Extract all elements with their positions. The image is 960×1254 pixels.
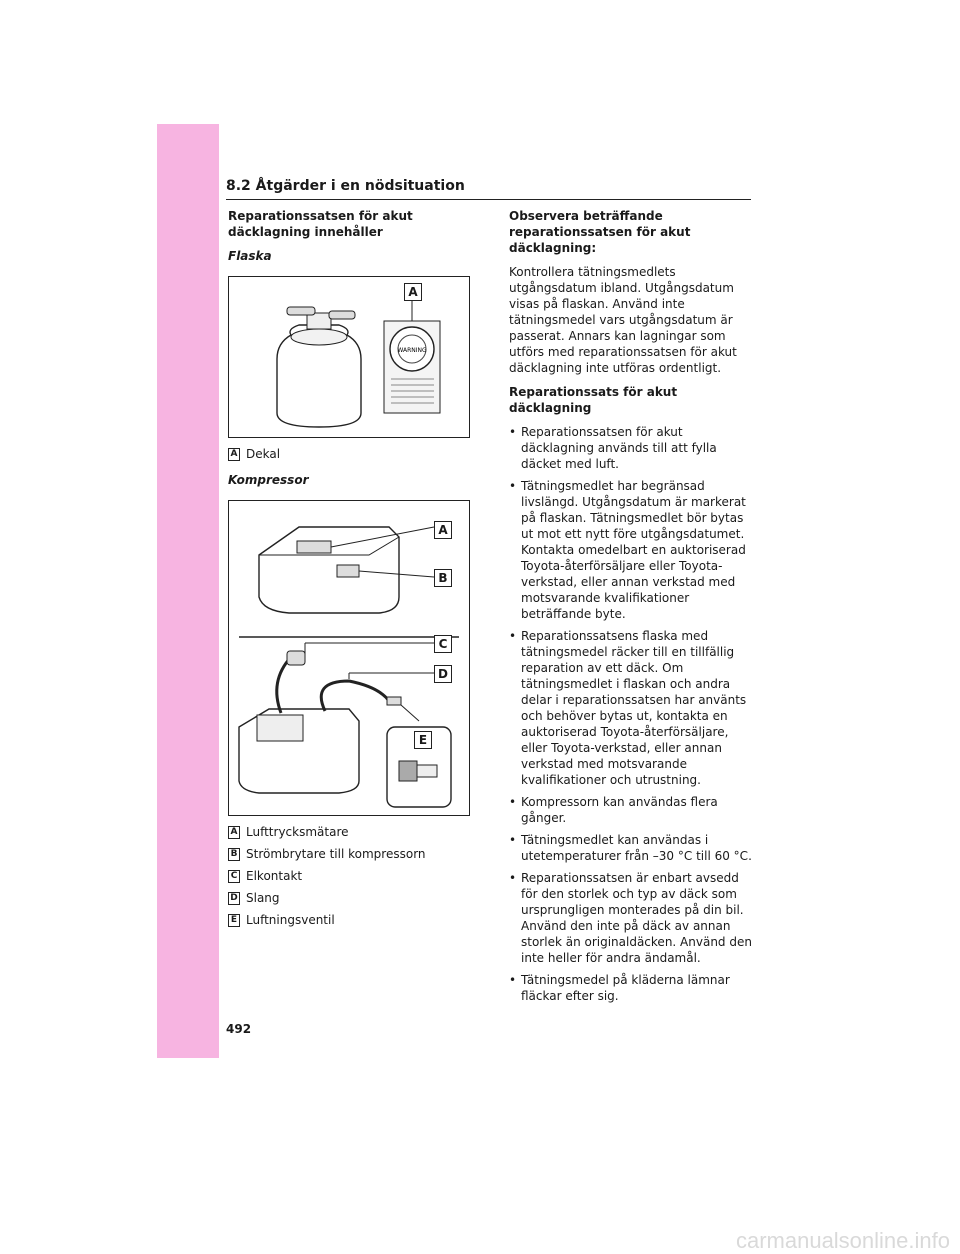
compressor-legend-item bbox=[228, 868, 473, 884]
compressor-drawing bbox=[229, 501, 469, 815]
compressor-callout-d: D bbox=[434, 665, 452, 683]
legend-tag: B bbox=[228, 848, 240, 861]
list-item: • Reparationssatsen för akut däcklagning används till att fylla däcket med luft. bbox=[509, 424, 754, 472]
compressor-callout-c: C bbox=[434, 635, 452, 653]
list-item: • Tätningsmedlet kan användas i utetemperaturer från –30 °C till 60 °C. bbox=[509, 832, 754, 864]
compressor-legend-item bbox=[228, 824, 473, 840]
bottle-illustration bbox=[228, 276, 470, 438]
section-title: 8.2 Åtgärder i en nödsituation bbox=[226, 178, 465, 194]
legend-tag: A bbox=[228, 826, 240, 839]
list-item: • Tätningsmedlet har begränsad livslängd. Utgångsdatum är markerat på flaskan. Tätningsmedlet bör bytas ut mot ett nytt före utgångsdatumet. Kontakta omedelbart en auktoriserad Toyota-återförsäljare eller Toyota-verkstad, eller annan verkstad med motsvarande kvalifikationer beträffande byte. bbox=[509, 478, 754, 622]
legend-tag: A bbox=[228, 448, 240, 461]
bottle-legend-item bbox=[228, 446, 473, 462]
legend-tag: D bbox=[228, 892, 240, 905]
compressor-illustration bbox=[228, 500, 470, 816]
compressor-callout-a: A bbox=[434, 521, 452, 539]
list-item: • Reparationssatsens flaska med tätningsmedel räcker till en tillfällig reparation av ett däck. Om tätningsmedlet i flaskan och andra delar i reparationssatsen har använts och behöver bytas ut, kontakta en auktoriserad Toyota-återförsäljare, eller Toyota-verkstad, eller annan verkstad med motsvarande kvalifikationer och utrustning. bbox=[509, 628, 754, 788]
kit-contents-heading: Reparationssatsen för akut däcklagning innehåller bbox=[228, 209, 413, 239]
bottle-callout-a: A bbox=[404, 283, 422, 301]
list-item: • Tätningsmedel på kläderna lämnar fläckar efter sig. bbox=[509, 972, 754, 1004]
compressor-title: Kompressor bbox=[228, 473, 309, 487]
compressor-legend-item bbox=[228, 912, 473, 928]
legend-tag: E bbox=[228, 914, 240, 927]
legend-text: Luftningsventil bbox=[246, 913, 335, 927]
legend-text: Lufttrycksmätare bbox=[246, 825, 349, 839]
notice-list bbox=[509, 424, 754, 1004]
section-tab-stripe bbox=[157, 124, 219, 1058]
right-column bbox=[509, 208, 754, 1010]
bottle-title: Flaska bbox=[228, 249, 272, 263]
compressor-callout-b: B bbox=[434, 569, 452, 587]
left-column bbox=[228, 208, 473, 934]
bottle-drawing bbox=[229, 277, 469, 437]
list-item: • Kompressorn kan användas flera gånger. bbox=[509, 794, 754, 826]
compressor-legend-item bbox=[228, 846, 473, 862]
compressor-callout-e: E bbox=[414, 731, 432, 749]
legend-text: Elkontakt bbox=[246, 869, 303, 883]
list-item: • Reparationssatsen är enbart avsedd för den storlek och typ av däck som ursprungligen monterades på din bil. Använd den inte på däck av annan storlek än originaldäcken. Använd den inte heller för andra ändamål. bbox=[509, 870, 754, 966]
notice-heading: Observera beträffande reparationssatsen för akut däcklagning: bbox=[509, 209, 691, 255]
legend-text: Dekal bbox=[246, 447, 281, 461]
compressor-legend-item bbox=[228, 890, 473, 906]
legend-tag: C bbox=[228, 870, 240, 883]
notice-paragraph: Kontrollera tätningsmedlets utgångsdatum ibland. Utgångsdatum visas på flaskan. Använd inte tätningsmedel vars utgångsdatum är passerat. Annars kan lagningar som utförs med reparationssatsen för akut däcklagning inte utföras ordentligt. bbox=[509, 265, 737, 375]
legend-text: Slang bbox=[246, 891, 280, 905]
watermark: carmanualsonline.info bbox=[735, 1228, 950, 1253]
legend-text: Strömbrytare till kompressorn bbox=[246, 847, 426, 861]
kit-subheading: Reparationssats för akut däcklagning bbox=[509, 385, 678, 415]
bottle-label-text: WARNING bbox=[397, 347, 427, 354]
section-divider bbox=[226, 199, 751, 200]
page-number: 492 bbox=[226, 1022, 252, 1036]
